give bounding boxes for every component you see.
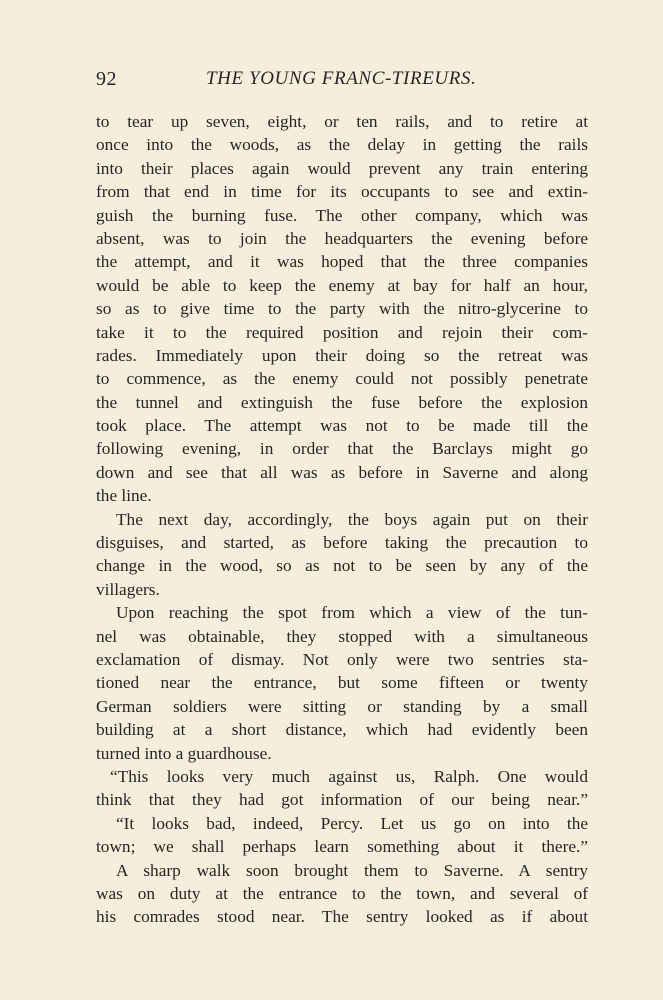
text-line: down and see that all was as before in Saverne and along — [96, 462, 588, 482]
text-line: would be able to keep the enemy at bay for half an hour, — [96, 275, 588, 295]
text-line: from that end in time for its occupants to see and extin- — [96, 182, 588, 202]
text-line: villagers. — [96, 579, 160, 599]
text-line: think that they had got information of our being near.” — [96, 790, 588, 810]
text-line: The next day, accordingly, the boys again put on their — [116, 509, 588, 529]
text-line: exclamation of dismay. Not only were two sentries sta- — [96, 649, 588, 669]
page-number: 92 — [96, 68, 117, 90]
text-line: the attempt, and it was hoped that the three companies — [96, 252, 588, 272]
running-title: THE YOUNG FRANC-TIREURS. — [206, 68, 477, 89]
text-line: nel was obtainable, they stopped with a simultaneous — [96, 626, 588, 646]
text-line: tioned near the entrance, but some fifteen or twenty — [96, 673, 588, 693]
text-line: German soldiers were sitting or standing by a small — [96, 696, 588, 716]
text-line: turned into a guardhouse. — [96, 743, 272, 763]
text-line: take it to the required position and rejoin their com- — [96, 322, 588, 342]
text-line: absent, was to join the headquarters the evening before — [96, 228, 588, 248]
text-line: once into the woods, as the delay in getting the rails — [96, 135, 588, 155]
text-line: into their places again would prevent any train entering — [96, 158, 588, 178]
text-line: A sharp walk soon brought them to Saverne. A sentry — [116, 860, 588, 880]
text-line: to commence, as the enemy could not possibly penetrate — [96, 369, 588, 389]
text-line: guish the burning fuse. The other company, which was — [96, 205, 588, 225]
text-line: disguises, and started, as before taking the precaution to — [96, 533, 588, 553]
text-line: the line. — [96, 486, 152, 506]
text-line: to tear up seven, eight, or ten rails, and to retire at — [96, 112, 588, 131]
text-line: rades. Immediately upon their doing so the retreat was — [96, 345, 588, 365]
text-line: “It looks bad, indeed, Percy. Let us go on into the — [116, 813, 588, 833]
text-line: following evening, in order that the Barclays might go — [96, 439, 588, 459]
text-line: “This looks very much against us, Ralph. One would — [110, 766, 588, 786]
text-line: change in the wood, so as not to be seen by any of the — [96, 556, 588, 576]
body-text — [96, 110, 588, 929]
text-line: the tunnel and extinguish the fuse before the explosion — [96, 392, 588, 412]
text-line: his comrades stood near. The sentry looked as if about — [96, 907, 588, 927]
text-line: so as to give time to the party with the nitro-glycerine to — [96, 299, 588, 319]
text-line: took place. The attempt was not to be made till the — [96, 416, 588, 436]
text-line: building at a short distance, which had evidently been — [96, 720, 588, 740]
text-line: town; we shall perhaps learn something about it there.” — [96, 837, 588, 857]
page-header — [96, 64, 586, 98]
text-line: was on duty at the entrance to the town, and several of — [96, 883, 588, 903]
text-line: Upon reaching the spot from which a view of the tun- — [116, 603, 588, 623]
